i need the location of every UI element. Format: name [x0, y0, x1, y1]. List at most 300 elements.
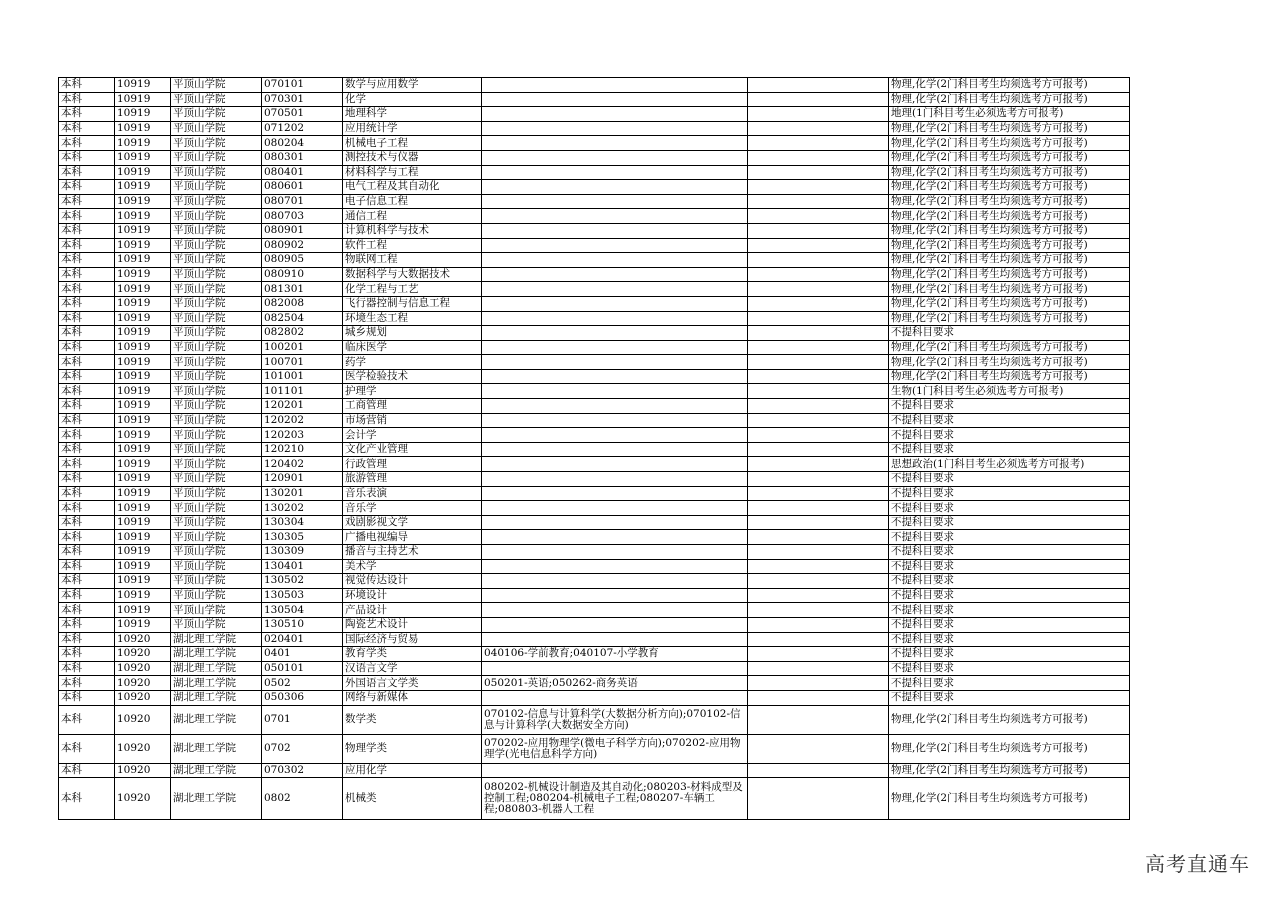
cell-level: 本科	[59, 559, 115, 574]
cell-note	[748, 661, 889, 676]
cell-level: 本科	[59, 457, 115, 472]
cell-major-code: 050306	[262, 690, 343, 705]
cell-level: 本科	[59, 515, 115, 530]
cell-subject-requirement: 不提科目要求	[889, 632, 1130, 647]
cell-school-name: 平顶山学院	[171, 399, 262, 414]
cell-major-code: 080905	[262, 253, 343, 268]
table-row	[59, 472, 1130, 487]
cell-major-name: 数学与应用数学	[343, 78, 482, 93]
cell-major-code: 101101	[262, 384, 343, 399]
cell-included-majors	[482, 194, 748, 209]
cell-major-code: 0701	[262, 705, 343, 734]
cell-school-code: 10920	[115, 763, 171, 778]
cell-note	[748, 705, 889, 734]
cell-school-name: 平顶山学院	[171, 238, 262, 253]
cell-school-code: 10919	[115, 311, 171, 326]
cell-note	[748, 632, 889, 647]
cell-subject-requirement: 物理,化学(2门科目考生均须选考方可报考)	[889, 340, 1130, 355]
cell-school-name: 平顶山学院	[171, 603, 262, 618]
cell-included-majors	[482, 92, 748, 107]
cell-included-majors	[482, 399, 748, 414]
cell-major-name: 数学类	[343, 705, 482, 734]
cell-subject-requirement: 物理,化学(2门科目考生均须选考方可报考)	[889, 355, 1130, 370]
cell-major-code: 120402	[262, 457, 343, 472]
cell-school-name: 湖北理工学院	[171, 661, 262, 676]
table-row	[59, 340, 1130, 355]
cell-included-majors	[482, 501, 748, 516]
cell-included-majors	[482, 165, 748, 180]
table-row	[59, 369, 1130, 384]
cell-included-majors	[482, 136, 748, 151]
cell-school-code: 10919	[115, 267, 171, 282]
cell-level: 本科	[59, 734, 115, 763]
cell-major-name: 应用统计学	[343, 121, 482, 136]
cell-subject-requirement: 物理,化学(2门科目考生均须选考方可报考)	[889, 238, 1130, 253]
cell-major-name: 物理学类	[343, 734, 482, 763]
cell-school-code: 10919	[115, 326, 171, 341]
cell-major-code: 130202	[262, 501, 343, 516]
cell-subject-requirement: 思想政治(1门科目考生必须选考方可报考)	[889, 457, 1130, 472]
cell-school-code: 10919	[115, 121, 171, 136]
cell-note	[748, 559, 889, 574]
cell-major-name: 工商管理	[343, 399, 482, 414]
cell-note	[748, 501, 889, 516]
cell-major-code: 0401	[262, 647, 343, 662]
table-row	[59, 457, 1130, 472]
cell-major-code: 100701	[262, 355, 343, 370]
cell-major-name: 临床医学	[343, 340, 482, 355]
table-row	[59, 632, 1130, 647]
cell-note	[748, 676, 889, 691]
cell-major-name: 物联网工程	[343, 253, 482, 268]
cell-school-code: 10919	[115, 617, 171, 632]
cell-major-name: 药学	[343, 355, 482, 370]
cell-major-name: 文化产业管理	[343, 442, 482, 457]
cell-major-name: 环境设计	[343, 588, 482, 603]
cell-major-name: 数据科学与大数据技术	[343, 267, 482, 282]
cell-included-majors	[482, 238, 748, 253]
cell-school-name: 平顶山学院	[171, 574, 262, 589]
cell-note	[748, 457, 889, 472]
cell-included-majors	[482, 574, 748, 589]
cell-level: 本科	[59, 296, 115, 311]
cell-level: 本科	[59, 107, 115, 122]
cell-major-name: 护理学	[343, 384, 482, 399]
cell-school-code: 10920	[115, 690, 171, 705]
cell-level: 本科	[59, 355, 115, 370]
cell-major-name: 应用化学	[343, 763, 482, 778]
cell-included-majors	[482, 457, 748, 472]
cell-school-name: 平顶山学院	[171, 180, 262, 195]
cell-subject-requirement: 不提科目要求	[889, 413, 1130, 428]
cell-major-name: 国际经济与贸易	[343, 632, 482, 647]
cell-major-code: 130503	[262, 588, 343, 603]
cell-major-code: 020401	[262, 632, 343, 647]
cell-major-name: 旅游管理	[343, 472, 482, 487]
cell-school-name: 平顶山学院	[171, 457, 262, 472]
cell-included-majors	[482, 121, 748, 136]
cell-level: 本科	[59, 690, 115, 705]
table-row	[59, 92, 1130, 107]
cell-school-name: 平顶山学院	[171, 296, 262, 311]
cell-school-name: 平顶山学院	[171, 209, 262, 224]
table-row	[59, 326, 1130, 341]
cell-included-majors	[482, 690, 748, 705]
cell-subject-requirement: 不提科目要求	[889, 603, 1130, 618]
cell-major-name: 音乐学	[343, 501, 482, 516]
table-row	[59, 209, 1130, 224]
cell-level: 本科	[59, 428, 115, 443]
cell-subject-requirement: 物理,化学(2门科目考生均须选考方可报考)	[889, 165, 1130, 180]
cell-major-code: 071202	[262, 121, 343, 136]
cell-school-code: 10919	[115, 282, 171, 297]
cell-subject-requirement: 物理,化学(2门科目考生均须选考方可报考)	[889, 223, 1130, 238]
cell-included-majors	[482, 384, 748, 399]
cell-major-name: 机械电子工程	[343, 136, 482, 151]
cell-note	[748, 238, 889, 253]
cell-school-name: 平顶山学院	[171, 194, 262, 209]
cell-school-code: 10920	[115, 661, 171, 676]
cell-level: 本科	[59, 413, 115, 428]
table-row	[59, 588, 1130, 603]
cell-level: 本科	[59, 399, 115, 414]
cell-included-majors: 040106-学前教育;040107-小学教育	[482, 647, 748, 662]
table-row	[59, 705, 1130, 734]
cell-school-code: 10919	[115, 355, 171, 370]
cell-included-majors	[482, 296, 748, 311]
cell-school-name: 平顶山学院	[171, 515, 262, 530]
table-row	[59, 690, 1130, 705]
cell-level: 本科	[59, 92, 115, 107]
cell-major-code: 130502	[262, 574, 343, 589]
cell-major-code: 120202	[262, 413, 343, 428]
cell-school-name: 平顶山学院	[171, 107, 262, 122]
cell-note	[748, 253, 889, 268]
cell-included-majors	[482, 763, 748, 778]
cell-school-code: 10919	[115, 369, 171, 384]
cell-included-majors	[482, 326, 748, 341]
cell-level: 本科	[59, 472, 115, 487]
cell-school-name: 平顶山学院	[171, 355, 262, 370]
cell-level: 本科	[59, 78, 115, 93]
cell-school-name: 湖北理工学院	[171, 676, 262, 691]
table-row	[59, 778, 1130, 820]
cell-subject-requirement: 不提科目要求	[889, 472, 1130, 487]
cell-included-majors: 080202-机械设计制造及其自动化;080203-材料成型及控制工程;080204-机械电子工程;080207-车辆工程;080803-机器人工程	[482, 778, 748, 820]
cell-school-name: 平顶山学院	[171, 267, 262, 282]
table-row	[59, 559, 1130, 574]
cell-major-code: 130510	[262, 617, 343, 632]
cell-level: 本科	[59, 763, 115, 778]
cell-school-code: 10919	[115, 92, 171, 107]
cell-note	[748, 223, 889, 238]
cell-note	[748, 413, 889, 428]
cell-school-name: 平顶山学院	[171, 369, 262, 384]
cell-school-code: 10920	[115, 676, 171, 691]
table-row	[59, 442, 1130, 457]
cell-subject-requirement: 不提科目要求	[889, 690, 1130, 705]
cell-level: 本科	[59, 486, 115, 501]
cell-note	[748, 442, 889, 457]
cell-school-code: 10919	[115, 384, 171, 399]
cell-included-majors	[482, 603, 748, 618]
cell-included-majors	[482, 340, 748, 355]
cell-school-code: 10919	[115, 603, 171, 618]
cell-major-name: 地理科学	[343, 107, 482, 122]
cell-school-code: 10919	[115, 574, 171, 589]
cell-note	[748, 574, 889, 589]
cell-major-code: 120901	[262, 472, 343, 487]
cell-included-majors	[482, 253, 748, 268]
cell-included-majors	[482, 661, 748, 676]
table-row	[59, 501, 1130, 516]
cell-included-majors	[482, 617, 748, 632]
table-row	[59, 107, 1130, 122]
table-row	[59, 194, 1130, 209]
cell-major-code: 080204	[262, 136, 343, 151]
cell-school-name: 湖北理工学院	[171, 690, 262, 705]
cell-subject-requirement: 不提科目要求	[889, 399, 1130, 414]
cell-subject-requirement: 物理,化学(2门科目考生均须选考方可报考)	[889, 194, 1130, 209]
cell-school-name: 平顶山学院	[171, 617, 262, 632]
table-row	[59, 647, 1130, 662]
watermark: 高考直通车	[1145, 852, 1250, 876]
cell-level: 本科	[59, 705, 115, 734]
cell-level: 本科	[59, 121, 115, 136]
cell-major-code: 070302	[262, 763, 343, 778]
cell-note	[748, 603, 889, 618]
cell-major-code: 080701	[262, 194, 343, 209]
cell-note	[748, 311, 889, 326]
cell-subject-requirement: 物理,化学(2门科目考生均须选考方可报考)	[889, 705, 1130, 734]
cell-major-name: 戏剧影视文学	[343, 515, 482, 530]
cell-school-name: 平顶山学院	[171, 559, 262, 574]
cell-subject-requirement: 不提科目要求	[889, 515, 1130, 530]
cell-major-code: 082504	[262, 311, 343, 326]
cell-major-code: 130304	[262, 515, 343, 530]
cell-level: 本科	[59, 223, 115, 238]
cell-included-majors: 070202-应用物理学(微电子科学方向);070202-应用物理学(光电信息科学方向)	[482, 734, 748, 763]
cell-note	[748, 399, 889, 414]
table-row	[59, 661, 1130, 676]
cell-note	[748, 355, 889, 370]
cell-level: 本科	[59, 150, 115, 165]
cell-subject-requirement: 物理,化学(2门科目考生均须选考方可报考)	[889, 136, 1130, 151]
cell-school-name: 湖北理工学院	[171, 647, 262, 662]
cell-level: 本科	[59, 180, 115, 195]
cell-school-name: 平顶山学院	[171, 282, 262, 297]
cell-level: 本科	[59, 647, 115, 662]
cell-school-code: 10920	[115, 734, 171, 763]
admission-requirements-table	[58, 77, 1130, 820]
cell-level: 本科	[59, 442, 115, 457]
cell-subject-requirement: 不提科目要求	[889, 545, 1130, 560]
cell-school-code: 10920	[115, 632, 171, 647]
cell-school-code: 10919	[115, 559, 171, 574]
cell-level: 本科	[59, 632, 115, 647]
table-row	[59, 355, 1130, 370]
cell-subject-requirement: 不提科目要求	[889, 326, 1130, 341]
table-row	[59, 486, 1130, 501]
table-row	[59, 165, 1130, 180]
cell-level: 本科	[59, 326, 115, 341]
cell-major-name: 广播电视编导	[343, 530, 482, 545]
cell-school-name: 平顶山学院	[171, 501, 262, 516]
cell-major-name: 音乐表演	[343, 486, 482, 501]
cell-note	[748, 209, 889, 224]
table-row	[59, 574, 1130, 589]
cell-included-majors	[482, 180, 748, 195]
cell-school-code: 10919	[115, 296, 171, 311]
cell-level: 本科	[59, 574, 115, 589]
cell-subject-requirement: 生物(1门科目考生必须选考方可报考)	[889, 384, 1130, 399]
cell-school-name: 平顶山学院	[171, 384, 262, 399]
cell-school-name: 平顶山学院	[171, 253, 262, 268]
cell-note	[748, 296, 889, 311]
cell-school-name: 平顶山学院	[171, 78, 262, 93]
cell-major-name: 播音与主持艺术	[343, 545, 482, 560]
table-row	[59, 734, 1130, 763]
cell-major-code: 120201	[262, 399, 343, 414]
table-row	[59, 150, 1130, 165]
cell-level: 本科	[59, 311, 115, 326]
cell-included-majors: 070102-信息与计算科学(大数据分析方向);070102-信息与计算科学(大数据安全方向)	[482, 705, 748, 734]
cell-major-name: 汉语言文学	[343, 661, 482, 676]
cell-note	[748, 92, 889, 107]
cell-school-code: 10919	[115, 180, 171, 195]
cell-school-code: 10919	[115, 209, 171, 224]
cell-level: 本科	[59, 194, 115, 209]
cell-note	[748, 778, 889, 820]
cell-school-code: 10919	[115, 428, 171, 443]
cell-school-code: 10919	[115, 530, 171, 545]
cell-note	[748, 326, 889, 341]
cell-major-code: 120210	[262, 442, 343, 457]
cell-school-code: 10919	[115, 253, 171, 268]
cell-school-name: 平顶山学院	[171, 92, 262, 107]
cell-note	[748, 369, 889, 384]
cell-school-code: 10919	[115, 340, 171, 355]
cell-major-code: 120203	[262, 428, 343, 443]
cell-subject-requirement: 物理,化学(2门科目考生均须选考方可报考)	[889, 296, 1130, 311]
cell-major-name: 行政管理	[343, 457, 482, 472]
table-row	[59, 603, 1130, 618]
cell-major-code: 082008	[262, 296, 343, 311]
cell-school-name: 平顶山学院	[171, 150, 262, 165]
cell-major-name: 视觉传达设计	[343, 574, 482, 589]
cell-school-code: 10919	[115, 588, 171, 603]
table-row	[59, 136, 1130, 151]
cell-note	[748, 428, 889, 443]
cell-school-code: 10919	[115, 399, 171, 414]
cell-major-name: 通信工程	[343, 209, 482, 224]
cell-major-code: 080301	[262, 150, 343, 165]
cell-school-name: 湖北理工学院	[171, 632, 262, 647]
cell-note	[748, 267, 889, 282]
cell-school-name: 平顶山学院	[171, 413, 262, 428]
cell-school-name: 湖北理工学院	[171, 705, 262, 734]
cell-major-name: 网络与新媒体	[343, 690, 482, 705]
cell-school-code: 10919	[115, 165, 171, 180]
cell-note	[748, 545, 889, 560]
cell-major-code: 080902	[262, 238, 343, 253]
table-row	[59, 267, 1130, 282]
cell-major-name: 软件工程	[343, 238, 482, 253]
cell-school-name: 平顶山学院	[171, 428, 262, 443]
cell-level: 本科	[59, 253, 115, 268]
cell-subject-requirement: 地理(1门科目考生必须选考方可报考)	[889, 107, 1130, 122]
cell-included-majors	[482, 369, 748, 384]
cell-included-majors	[482, 311, 748, 326]
cell-subject-requirement: 物理,化学(2门科目考生均须选考方可报考)	[889, 369, 1130, 384]
cell-note	[748, 486, 889, 501]
cell-major-code: 130201	[262, 486, 343, 501]
cell-note	[748, 617, 889, 632]
cell-school-name: 平顶山学院	[171, 472, 262, 487]
cell-school-code: 10920	[115, 705, 171, 734]
cell-school-name: 湖北理工学院	[171, 778, 262, 820]
cell-major-code: 130309	[262, 545, 343, 560]
cell-note	[748, 78, 889, 93]
cell-note	[748, 734, 889, 763]
cell-school-code: 10919	[115, 413, 171, 428]
cell-major-name: 化学	[343, 92, 482, 107]
cell-note	[748, 150, 889, 165]
cell-school-code: 10919	[115, 501, 171, 516]
cell-school-name: 平顶山学院	[171, 326, 262, 341]
cell-note	[748, 340, 889, 355]
cell-subject-requirement: 物理,化学(2门科目考生均须选考方可报考)	[889, 78, 1130, 93]
cell-major-code: 130401	[262, 559, 343, 574]
cell-major-code: 050101	[262, 661, 343, 676]
cell-major-code: 0702	[262, 734, 343, 763]
cell-subject-requirement: 不提科目要求	[889, 617, 1130, 632]
cell-major-name: 电气工程及其自动化	[343, 180, 482, 195]
table-row	[59, 545, 1130, 560]
cell-level: 本科	[59, 603, 115, 618]
cell-school-name: 湖北理工学院	[171, 763, 262, 778]
cell-subject-requirement: 不提科目要求	[889, 574, 1130, 589]
cell-major-name: 产品设计	[343, 603, 482, 618]
cell-level: 本科	[59, 617, 115, 632]
cell-note	[748, 180, 889, 195]
cell-major-code: 080910	[262, 267, 343, 282]
table-row	[59, 253, 1130, 268]
cell-major-code: 070501	[262, 107, 343, 122]
cell-major-name: 化学工程与工艺	[343, 282, 482, 297]
cell-level: 本科	[59, 209, 115, 224]
cell-included-majors	[482, 428, 748, 443]
cell-included-majors	[482, 515, 748, 530]
cell-included-majors	[482, 267, 748, 282]
cell-included-majors	[482, 559, 748, 574]
cell-school-code: 10920	[115, 647, 171, 662]
cell-note	[748, 194, 889, 209]
table-row	[59, 530, 1130, 545]
cell-subject-requirement: 物理,化学(2门科目考生均须选考方可报考)	[889, 180, 1130, 195]
cell-school-code: 10920	[115, 778, 171, 820]
cell-included-majors	[482, 413, 748, 428]
cell-included-majors	[482, 355, 748, 370]
cell-subject-requirement: 物理,化学(2门科目考生均须选考方可报考)	[889, 763, 1130, 778]
cell-subject-requirement: 不提科目要求	[889, 486, 1130, 501]
cell-subject-requirement: 物理,化学(2门科目考生均须选考方可报考)	[889, 150, 1130, 165]
cell-subject-requirement: 不提科目要求	[889, 588, 1130, 603]
cell-school-name: 平顶山学院	[171, 588, 262, 603]
table-row	[59, 515, 1130, 530]
cell-major-code: 070101	[262, 78, 343, 93]
table-row	[59, 78, 1130, 93]
